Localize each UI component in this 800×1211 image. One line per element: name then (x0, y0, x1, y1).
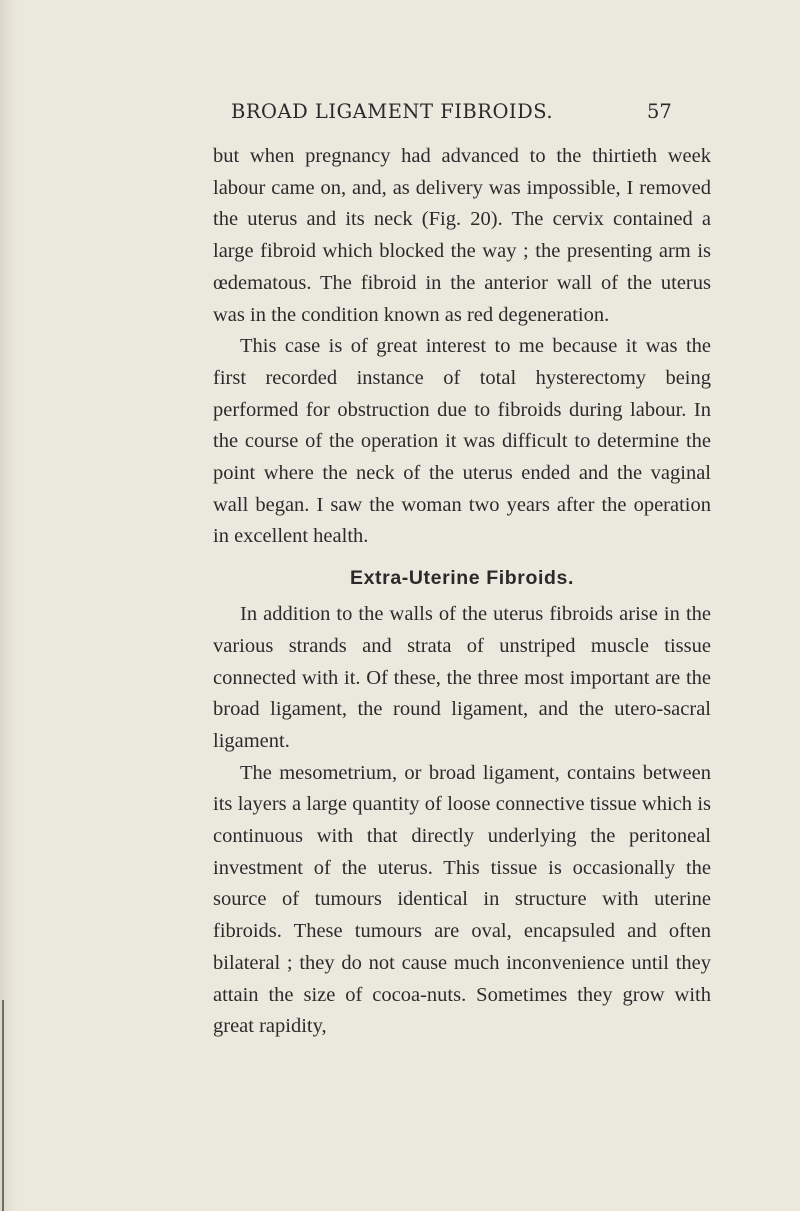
running-title: BROAD LIGAMENT FIBROIDS. (231, 100, 554, 123)
paragraph: This case is of great interest to me because it was the first recorded instance of total hysterectomy being performed for obstruction due to fibroids during labour. In the course of the operation it was difficult to determine the point where the neck of the uterus ended and the vaginal wall began. I saw the woman two years after the operation in excellent health. (213, 335, 711, 548)
running-head (0, 98, 800, 128)
paragraph: The mesometrium, or broad ligament, contains between its layers a large quantity of loose connective tissue which is continuous with that directly underlying the peritoneal investment of the uterus. This tissue is occasionally the source of tumours identical in structure with uterine fibroids. These tumours are oval, encapsuled and often bilateral ; they do not cause much inconvenience until they attain the size of cocoa-nuts. Sometimes they grow with great rapidity, (213, 761, 711, 1038)
paragraph-continued: but when pregnancy had advanced to the thirtieth week labour came on, and, as delivery was impossible, I removed the uterus and its neck (Fig. 20). The cervix contained a large fibroid which blocked the way ; the presenting arm is œdematous. The fibroid in the anterior wall of the uterus was in the condition known as red degeneration. (213, 145, 711, 326)
body-text (213, 141, 711, 1043)
binding-edge (2, 1000, 4, 1211)
section-heading: Extra-Uterine Fibroids. (349, 567, 574, 590)
page-number: 57 (647, 100, 672, 123)
paragraph: In addition to the walls of the uterus fibroids arise in the various strands and strata of unstriped muscle tissue connected with it. Of these, the three most important are the broad ligament, the round ligament, and the utero-sacral ligament. (213, 603, 711, 752)
